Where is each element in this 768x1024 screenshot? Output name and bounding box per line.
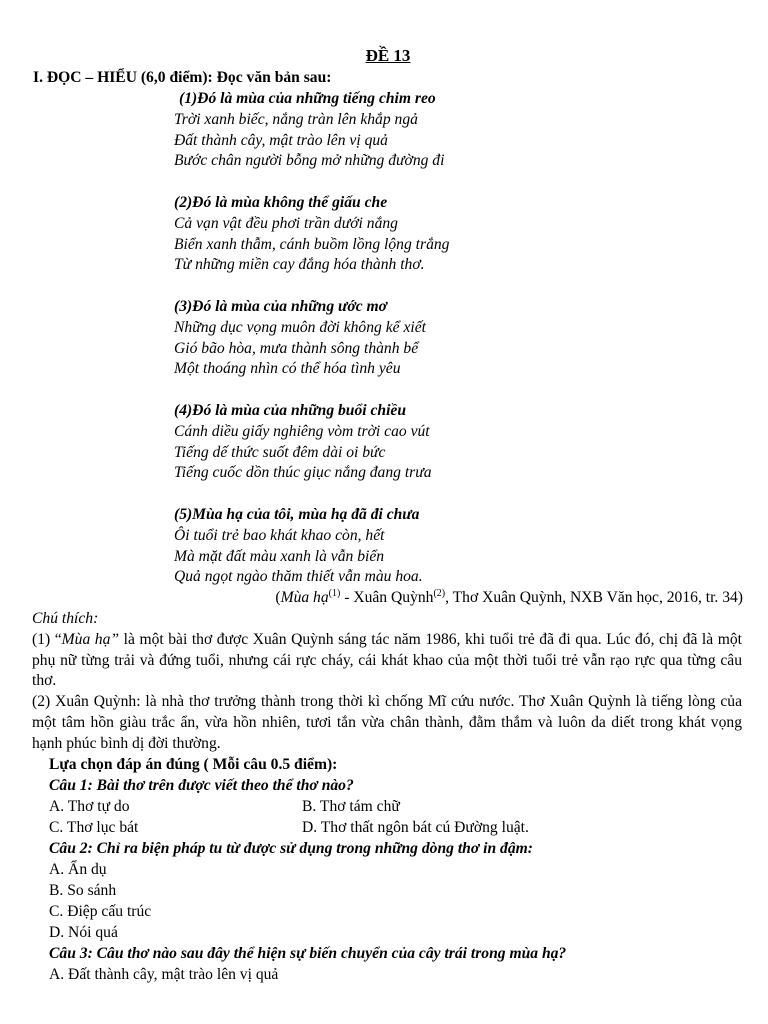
stanza-4 — [174, 401, 754, 484]
stanza-5 — [174, 505, 754, 588]
option-a: A. Ẩn dụ — [49, 861, 107, 878]
option-b: B. So sánh — [49, 882, 117, 899]
poem-line: Những dục vọng muôn đời không kể xiết — [174, 318, 426, 336]
poem-line: Cánh diều giấy nghiêng vòm trời cao vút — [174, 422, 430, 440]
poem-line: Trời xanh biếc, nắng tràn lên khắp ngả — [174, 110, 418, 128]
poem-line: Tiếng cuốc dồn thúc giục nắng đang trưa — [174, 464, 432, 482]
question-3: Câu 3: Câu thơ nào sau đây thể hiện sự biến chuyển của cây trái trong mùa hạ? — [49, 945, 567, 962]
source-publication: , Thơ Xuân Quỳnh, NXB Văn học, 2016, tr. 34) — [445, 589, 743, 606]
poem-line: Bước chân người bỗng mở những đường đi — [174, 152, 445, 170]
poem-line: Một thoáng nhìn có thể hóa tình yêu — [174, 360, 401, 378]
poem-line: Biển xanh thẫm, cánh buồm lồng lộng trắng — [174, 235, 450, 253]
note-2: (2) Xuân Quỳnh: là nhà thơ trưởng thành trong thời kì chống Mĩ cứu nước. Thơ Xuân Quỳnh là tiếng lòng của một tâm hồn giàu trắc ẩn, vừa hồn nhiên, tươi tắn vừa chân thành, đằm thắm và luôn da diết trong khát vọng hạnh phúc bình dị đời thường. — [32, 693, 742, 752]
section-heading: I. ĐỌC – HIỂU (6,0 điểm): Đọc văn bản sau: — [33, 69, 332, 86]
option-d: D. Thơ thất ngôn bát cú Đường luật. — [302, 819, 529, 836]
source-author: - Xuân Quỳnh — [340, 589, 434, 606]
note-1-text: là một bài thơ được Xuân Quỳnh sáng tác năm 1986, khi tuổi trẻ đã đi qua. Lúc đó, chị đã là một phụ nữ từng trải và đứng tuổi, nhưng cái rực cháy, cái khát khao của một thời tuổi trẻ vẫn rạo rực qua từng câu thơ. — [32, 630, 742, 690]
poem — [174, 89, 754, 609]
source-open-paren: ( — [275, 589, 281, 606]
questions — [49, 754, 749, 985]
poem-line: Mà mặt đất màu xanh là vẫn biển — [174, 547, 385, 565]
poem-line: Tiếng dế thức suốt đêm dài oi bức — [174, 443, 386, 461]
poem-line: Gió bão hòa, mưa thành sông thành bể — [174, 339, 419, 357]
notes-label: Chú thích: — [32, 610, 99, 627]
option-a: A. Đất thành cây, mật trào lên vị quả — [49, 966, 279, 983]
note-1-title: Mùa hạ” — [61, 630, 120, 648]
stanza-3 — [174, 297, 754, 380]
question-2: Câu 2: Chỉ ra biện pháp tu từ được sử dụng trong những dòng thơ in đậm: — [49, 840, 533, 857]
questions-instruction: Lựa chọn đáp án đúng ( Mỗi câu 0.5 điểm): — [49, 756, 338, 773]
page-title: ĐỀ 13 — [365, 46, 411, 65]
source-citation — [0, 588, 743, 608]
source-poem-title: Mùa hạ — [280, 589, 329, 606]
note-1-prefix: (1) “ — [32, 630, 62, 648]
stanza-2 — [174, 193, 754, 276]
poem-line: Đất thành cây, mật trào lên vị quả — [174, 131, 388, 149]
stanza-head: (4)Đó là mùa của những buổi chiều — [174, 401, 407, 419]
question-1: Câu 1: Bài thơ trên được viết theo thể thơ nào? — [49, 777, 354, 794]
stanza-head: (3)Đó là mùa của những ước mơ — [174, 297, 388, 315]
poem-line: Cả vạn vật đều phơi trần dưới nắng — [174, 214, 398, 232]
option-d: D. Nói quá — [49, 924, 118, 941]
poem-line: Quả ngọt ngào thăm thiết vẫn màu hoa. — [174, 568, 423, 586]
question-1-options-row-2 — [49, 817, 749, 838]
option-b: B. Thơ tám chữ — [302, 798, 400, 815]
poem-line: Từ những miền cay đắng hóa thành thơ. — [174, 256, 425, 274]
notes — [32, 609, 742, 755]
option-c: C. Điệp cấu trúc — [49, 903, 152, 920]
option-a: A. Thơ tự do — [49, 798, 130, 815]
footnote-ref-1: (1) — [328, 587, 341, 599]
stanza-head: (2)Đó là mùa không thể giấu che — [174, 193, 388, 211]
footnote-ref-2: (2) — [433, 587, 446, 599]
stanza-1 — [174, 89, 754, 172]
stanza-head: (5)Mùa hạ của tôi, mùa hạ đã đi chưa — [174, 505, 420, 523]
option-c: C. Thơ lục bát — [49, 819, 139, 836]
stanza-head: (1)Đó là mùa của những tiếng chim reo — [179, 90, 436, 107]
question-1-options-row-1 — [49, 796, 749, 817]
note-1 — [32, 630, 742, 692]
poem-line: Ôi tuổi trẻ bao khát khao còn, hết — [174, 526, 385, 544]
